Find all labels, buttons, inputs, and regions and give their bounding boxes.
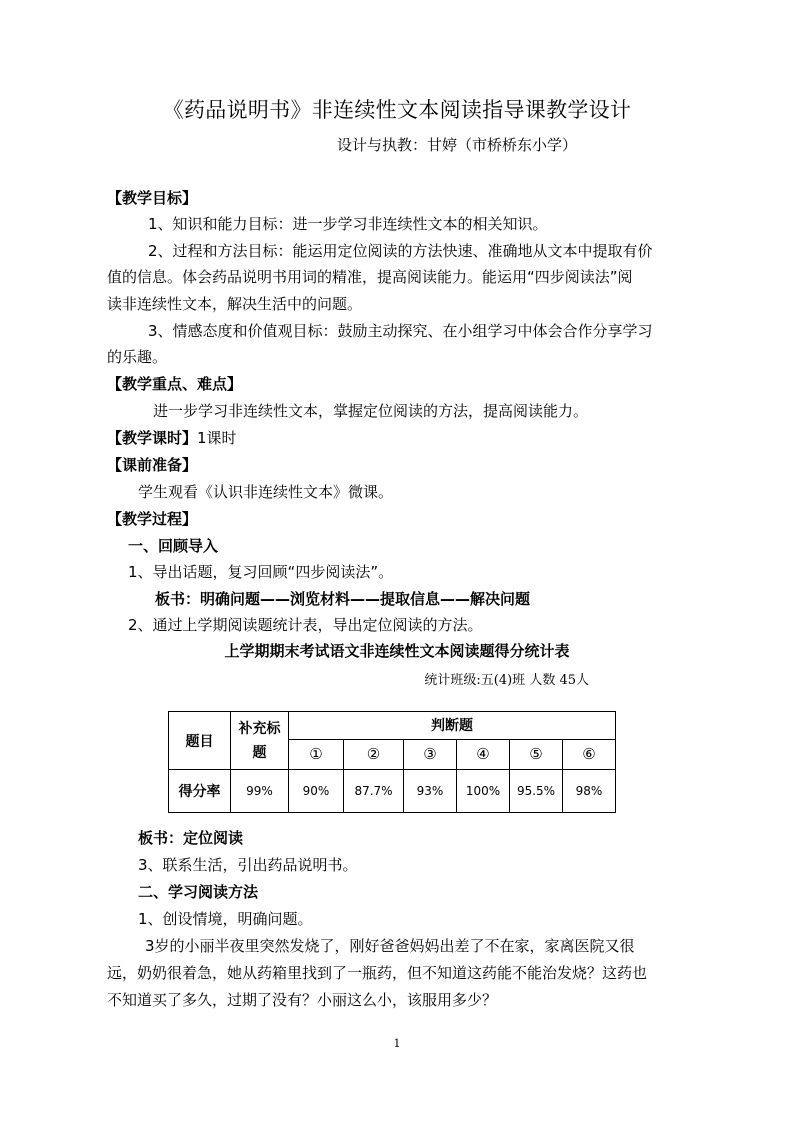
judge-number: ④	[457, 739, 510, 769]
step-2: 2、通过上学期阅读题统计表，导出定位阅读的方法。	[128, 616, 483, 634]
header-fill-title	[231, 712, 289, 770]
judge-rate-cell: 100%	[457, 770, 510, 813]
judge-number: ③	[404, 739, 457, 769]
step-4: 1、创设情境，明确问题。	[138, 910, 313, 928]
step-1: 1、导出话题，复习回顾“四步阅读法”。	[128, 563, 394, 581]
goal-3-line-1: 3、情感态度和价值观目标：鼓励主动探究、在小组学习中体会合作分享学习	[148, 322, 653, 340]
table-stat-info: 统计班级:五(4)班 人数 45人	[424, 673, 589, 688]
row-label-score-rate: 得分率	[169, 770, 231, 813]
fill-rate-cell: 99%	[231, 770, 289, 813]
part-1-heading: 一、回顾导入	[128, 537, 219, 555]
board-note-1: 板书：明确问题——浏览材料——提取信息——解决问题	[155, 590, 531, 608]
goal-2-line-2: 值的信息。体会药品说明书用词的精准，提高阅读能力。能运用“四步阅读法”阅	[107, 268, 633, 286]
class-hours-heading: 【教学课时】	[107, 429, 198, 447]
story-line-3: 不知道买了多久，过期了没有？小丽这么小，该服用多少？	[107, 991, 498, 1009]
judge-rate-cell: 90%	[289, 770, 344, 813]
step-3: 3、联系生活，引出药品说明书。	[138, 856, 358, 874]
class-hours-line	[107, 428, 237, 448]
goal-1: 1、知识和能力目标：进一步学习非连续性文本的相关知识。	[148, 215, 548, 233]
header-fill-line-2: 题	[252, 744, 267, 761]
preparation-heading: 【课前准备】	[107, 456, 198, 474]
judge-number: ⑤	[510, 739, 563, 769]
process-heading: 【教学过程】	[107, 510, 198, 528]
story-line-1: 3岁的小丽半夜里突然发烧了，刚好爸爸妈妈出差了不在家，家离医院又很	[145, 937, 635, 955]
part-2-heading: 二、学习阅读方法	[138, 883, 259, 901]
header-fill-line-1: 补充标	[238, 720, 281, 737]
judge-number: ⑥	[563, 739, 616, 769]
judge-rate-cell: 98%	[563, 770, 616, 813]
story-line-2: 远，奶奶很着急，她从药箱里找到了一瓶药，但不知道这药能不能治发烧？这药也	[107, 964, 648, 982]
board-note-2: 板书：定位阅读	[138, 829, 244, 847]
goal-2-line-3: 读非连续性文本，解决生活中的问题。	[107, 295, 363, 313]
table-title: 上学期期末考试语文非连续性文本阅读题得分统计表	[224, 642, 570, 660]
judge-rate-cell: 95.5%	[510, 770, 563, 813]
header-judge: 判断题	[289, 712, 616, 740]
table-row	[169, 712, 616, 740]
page-number: 1	[393, 1037, 401, 1050]
author-line: 设计与执教：甘婷（市桥桥东小学）	[336, 136, 577, 154]
judge-rate-cell: 93%	[404, 770, 457, 813]
key-points-heading: 【教学重点、难点】	[107, 375, 243, 393]
judge-number: ①	[289, 739, 344, 769]
document-title: 《药品说明书》非连续性文本阅读指导课教学设计	[162, 98, 632, 122]
goals-heading: 【教学目标】	[107, 189, 198, 207]
goal-3-line-2: 的乐趣。	[107, 348, 168, 366]
judge-number: ②	[344, 739, 404, 769]
score-table	[168, 711, 616, 813]
preparation-text: 学生观看《认识非连续性文本》微课。	[138, 483, 394, 501]
judge-rate-cell: 87.7%	[344, 770, 404, 813]
header-item: 题目	[169, 712, 231, 770]
key-points-text: 进一步学习非连续性文本，掌握定位阅读的方法，提高阅读能力。	[153, 402, 589, 420]
goal-2-line-1: 2、过程和方法目标：能运用定位阅读的方法快速、准确地从文本中提取有价	[148, 242, 653, 260]
class-hours-value: 1课时	[197, 429, 237, 447]
table-row	[169, 770, 616, 813]
